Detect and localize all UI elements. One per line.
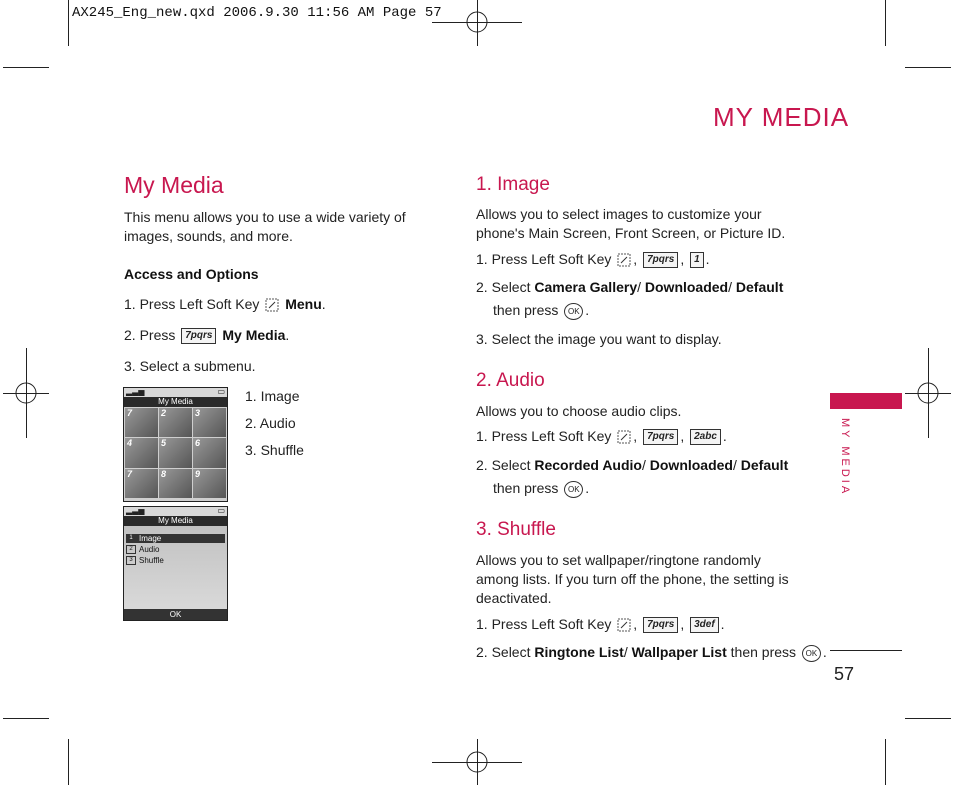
section-shuffle-title: 3. Shuffle bbox=[476, 519, 556, 540]
registration-circle bbox=[916, 381, 940, 405]
shuffle-step-1: 1. Press Left Soft Key , 7pqrs , 3def . bbox=[476, 616, 725, 632]
key-7-icon: 7pqrs bbox=[643, 252, 678, 268]
ok-key-icon: OK bbox=[564, 303, 583, 320]
audio-step-2: 2. Select Recorded Audio/ Downloaded/ Default bbox=[476, 457, 789, 473]
submenu-image: 1. Image bbox=[245, 388, 300, 404]
key-3-icon: 3def bbox=[690, 617, 719, 633]
grid-cell: 7 bbox=[125, 408, 158, 437]
key-7-icon: 7pqrs bbox=[643, 617, 678, 633]
audio-step-1: 1. Press Left Soft Key , 7pqrs , 2abc . bbox=[476, 428, 727, 444]
key-7-icon: 7pqrs bbox=[643, 429, 678, 445]
section-audio-desc: Allows you to choose audio clips. bbox=[476, 403, 682, 419]
step-2: 2. Press 7pqrs My Media. bbox=[124, 327, 290, 343]
section-shuffle-desc: Allows you to set wallpaper/ringtone randomly among lists. If you turn off the phone, the setting is deactivated. bbox=[476, 552, 789, 606]
key-7-icon: 7pqrs bbox=[181, 328, 216, 344]
phone-list-item: 1 Image bbox=[126, 534, 225, 543]
key-2-icon: 2abc bbox=[690, 429, 721, 445]
ok-key-icon: OK bbox=[802, 645, 821, 662]
grid-cell: 2 bbox=[159, 408, 192, 437]
image-step-2: 2. Select Camera Gallery/ Downloaded/ Default bbox=[476, 279, 784, 295]
submenu-audio: 2. Audio bbox=[245, 415, 296, 431]
status-bar: ▂▃▅ ▭ bbox=[126, 506, 225, 515]
intro-text: This menu allows you to use a wide variety of images, sounds, and more. bbox=[124, 209, 406, 244]
registration-circle bbox=[465, 750, 489, 774]
access-options-heading: Access and Options bbox=[124, 266, 259, 282]
page-header: MY MEDIA bbox=[713, 102, 850, 132]
section-audio-title: 2. Audio bbox=[476, 370, 545, 391]
side-label: MY MEDIA bbox=[839, 418, 851, 497]
crop-mark bbox=[3, 718, 49, 719]
ok-softkey-bar: OK bbox=[124, 609, 227, 620]
crop-mark bbox=[885, 739, 886, 785]
crop-mark bbox=[905, 67, 951, 68]
grid-cell: 3 bbox=[193, 408, 226, 437]
key-1-icon: 1 bbox=[690, 252, 704, 268]
crop-mark bbox=[885, 0, 886, 46]
left-soft-key-icon bbox=[617, 253, 631, 267]
image-step-3: 3. Select the image you want to display. bbox=[476, 331, 722, 347]
section-image-desc: Allows you to select images to customize your phone's Main Screen, Front Screen, or Picture ID. bbox=[476, 206, 786, 241]
registration-circle bbox=[465, 10, 489, 34]
grid-cell: 7 bbox=[125, 469, 158, 498]
status-bar: ▂▃▅ ▭ bbox=[126, 387, 225, 396]
phone-list-item: 2 Audio bbox=[126, 545, 159, 554]
phone-screen-list bbox=[123, 506, 228, 621]
audio-step-2-then: then press OK . bbox=[493, 480, 590, 496]
shuffle-step-2: 2. Select Ringtone List/ Wallpaper List then press OK . bbox=[476, 644, 827, 660]
media-grid bbox=[125, 408, 226, 498]
phone-screen-title: My Media bbox=[124, 516, 227, 526]
page-title: My Media bbox=[124, 172, 224, 198]
left-soft-key-icon bbox=[617, 618, 631, 632]
registration-circle bbox=[14, 381, 38, 405]
grid-cell: 8 bbox=[159, 469, 192, 498]
side-tab bbox=[830, 393, 902, 409]
step-1: 1. Press Left Soft Key Menu. bbox=[124, 296, 326, 312]
crop-mark bbox=[905, 718, 951, 719]
grid-cell: 4 bbox=[125, 438, 158, 467]
grid-cell: 5 bbox=[159, 438, 192, 467]
page-number: 57 bbox=[834, 664, 855, 684]
image-step-1: 1. Press Left Soft Key , 7pqrs , 1 . bbox=[476, 251, 710, 267]
image-step-2-then: then press OK . bbox=[493, 302, 590, 318]
crop-mark bbox=[3, 67, 49, 68]
grid-cell: 6 bbox=[193, 438, 226, 467]
crop-mark bbox=[68, 739, 69, 785]
page-number-rule bbox=[830, 650, 902, 651]
section-image-title: 1. Image bbox=[476, 174, 550, 195]
submenu-shuffle: 3. Shuffle bbox=[245, 442, 304, 458]
print-slug: AX245_Eng_new.qxd 2006.9.30 11:56 AM Page 57 bbox=[72, 5, 442, 21]
phone-screen-title: My Media bbox=[124, 397, 227, 407]
left-soft-key-icon bbox=[617, 430, 631, 444]
grid-cell: 9 bbox=[193, 469, 226, 498]
crop-mark bbox=[68, 0, 69, 46]
phone-list-item: 3 Shuffle bbox=[126, 556, 164, 565]
phone-screen-grid bbox=[123, 387, 228, 502]
left-soft-key-icon bbox=[265, 298, 279, 312]
step-3: 3. Select a submenu. bbox=[124, 358, 256, 374]
ok-key-icon: OK bbox=[564, 481, 583, 498]
